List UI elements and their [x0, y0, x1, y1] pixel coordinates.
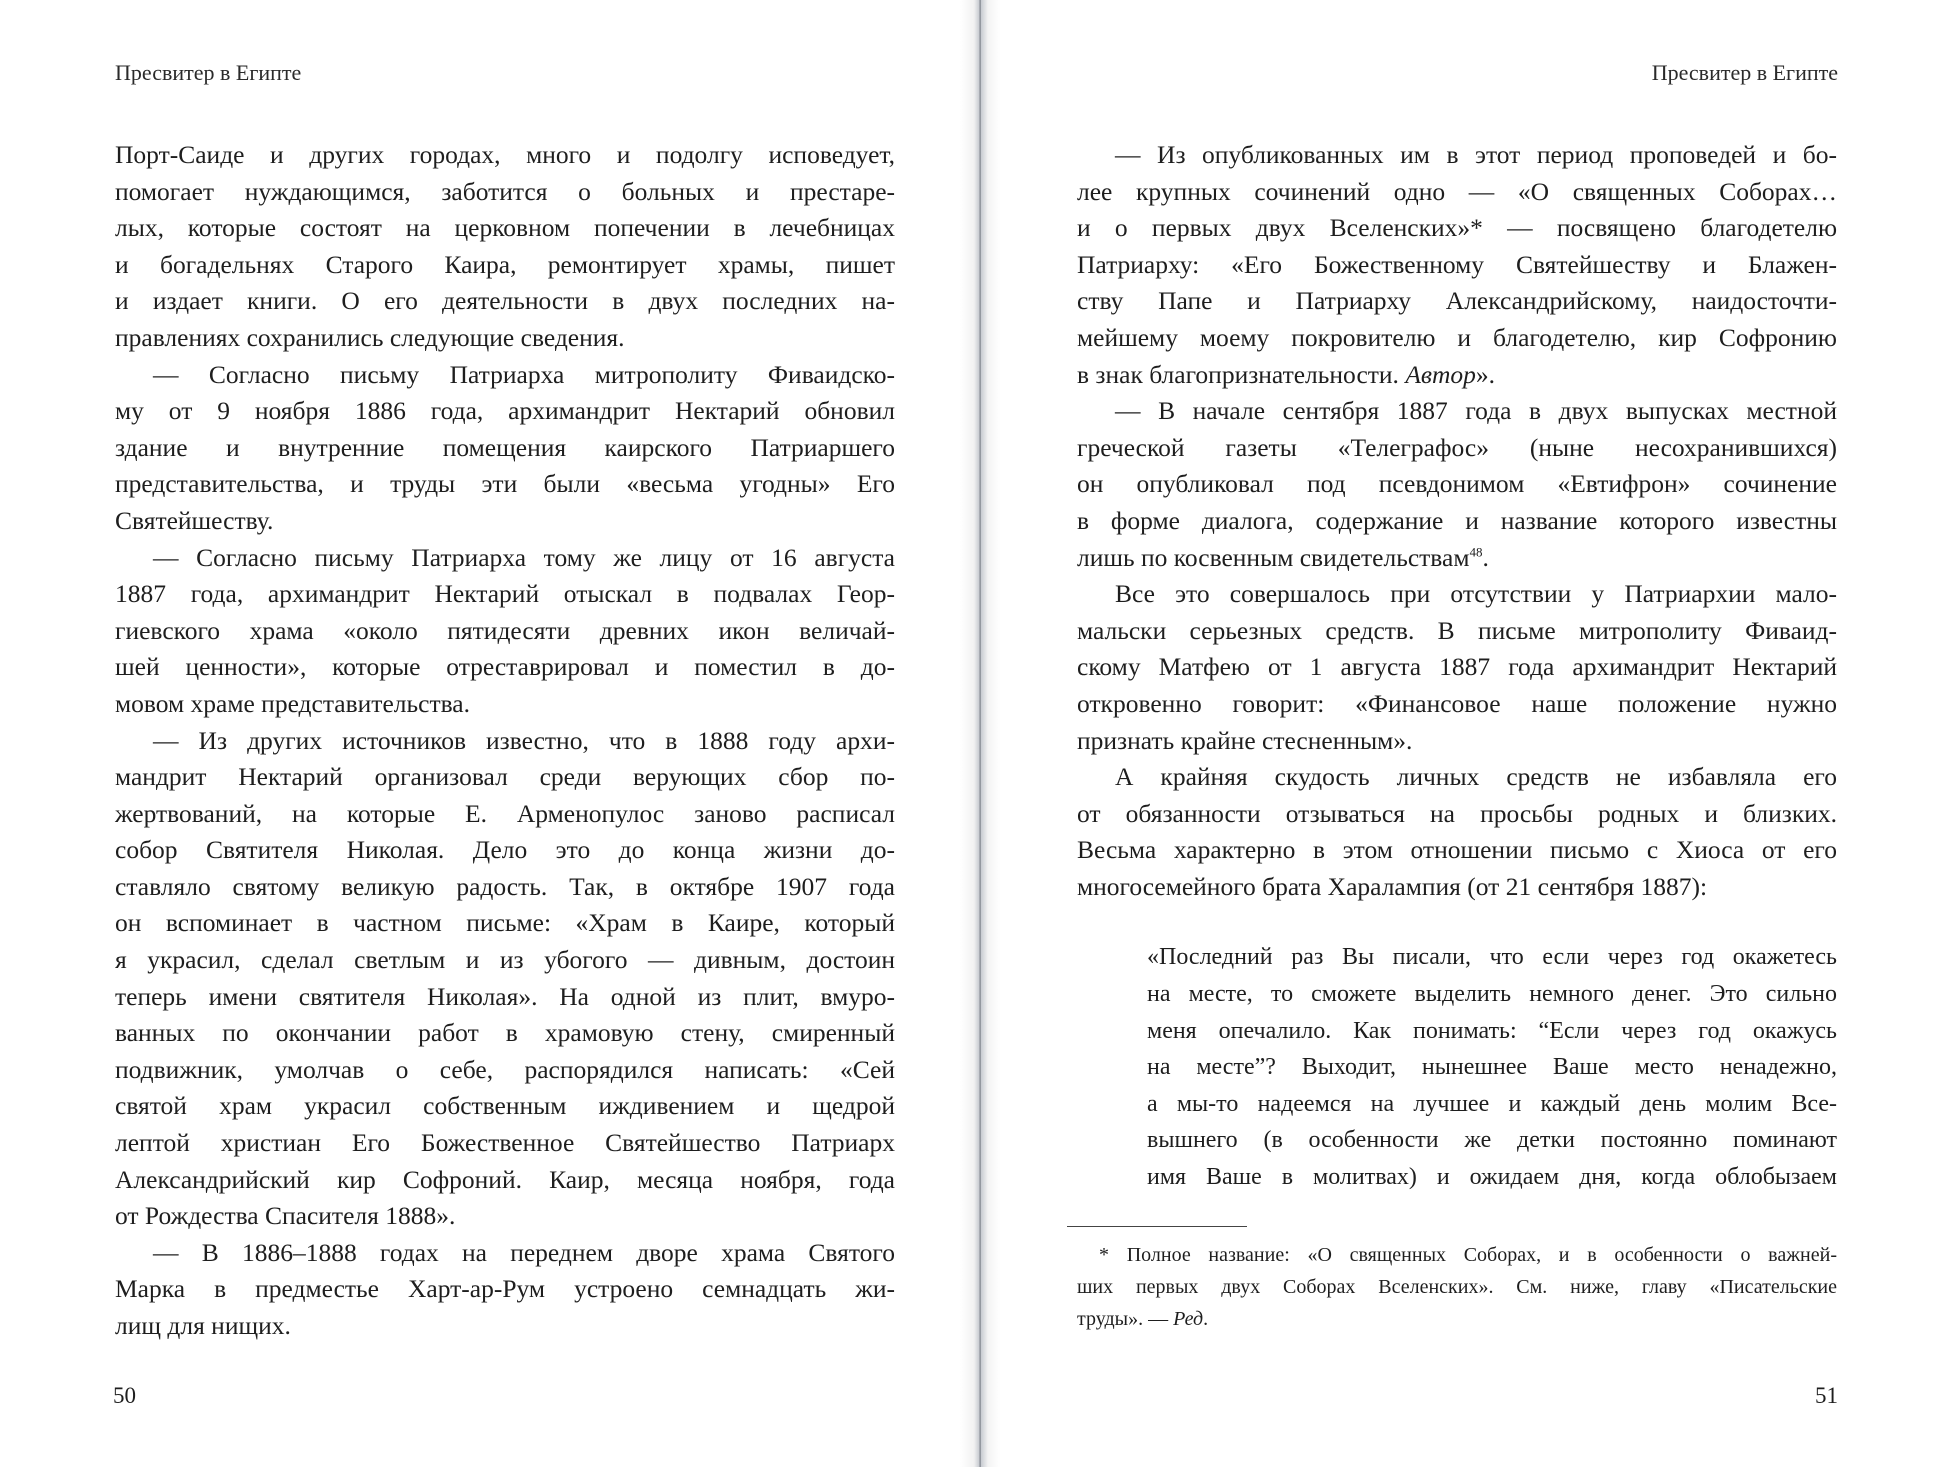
page-number-left: 50: [113, 1383, 136, 1408]
line-text: Александрийский кир Софроний. Каир, месяца ноября, года: [115, 1164, 895, 1194]
text-line: [1077, 430, 1837, 467]
text-line: [115, 247, 895, 284]
line-text: ству Папе и Патриарху Александрийскому, наидосточти-: [1077, 286, 1837, 316]
line-text: он вспоминает в частном письме: «Храм в Каире, который: [115, 908, 895, 938]
line-text: — Из других источников известно, что в 1888 году архи-: [153, 725, 895, 755]
quote-line: «Последний раз Вы писали, что если через год окажетесь: [1147, 944, 1837, 971]
quote-line: на месте, то сможете выделить немного денег. Это сильно: [1147, 981, 1837, 1008]
text-line: [115, 1125, 895, 1162]
line-text: помогает нуждающимся, заботится о больных и престаре-: [115, 176, 895, 206]
line-text: в форме диалога, содержание и название которого известны: [1077, 505, 1837, 535]
line-text: и издает книги. О его деятельности в двух последних на-: [115, 286, 895, 316]
line-text: му от 9 ноября 1886 года, архимандрит Нектарий обновил: [115, 396, 895, 426]
text-line: [115, 1235, 895, 1272]
text-line: [115, 393, 895, 430]
text-line: [115, 1088, 895, 1125]
left-body-text: [115, 137, 895, 1345]
footnote-line: * Полное название: «О священных Соборах, и в особенности о важней-: [1099, 1243, 1837, 1266]
line-text: лых, которые состоят на церковном попечении в лечебницах: [115, 213, 895, 243]
line-text: собор Святителя Николая. Дело это до конца жизни до-: [115, 835, 895, 865]
line-text: представительства, и труды эти были «весьма угодны» Его: [115, 469, 895, 499]
text-line: [1077, 869, 1837, 906]
line-text: здание и внутренние помещения каирского Патриаршего: [115, 432, 895, 462]
footnote-editor-mark: Ред: [1173, 1307, 1204, 1330]
line-text: я украсил, сделал светлым и из убогого — дивным, достоин: [115, 945, 895, 975]
line-text: он опубликовал под псевдонимом «Евтифрон» сочинение: [1077, 469, 1837, 499]
line-text: греческой газеты «Телеграфос» (ныне несохранившихся): [1077, 432, 1837, 462]
text-line: [1077, 357, 1837, 394]
text-line: [1077, 283, 1837, 320]
line-text: скому Матфею от 1 августа 1887 года архимандрит Нектарий: [1077, 652, 1837, 682]
text-line: [115, 979, 895, 1016]
quote-line: на месте”? Выходит, нынешнее Ваше место ненадежно,: [1147, 1054, 1837, 1081]
page-number-right: 51: [1815, 1383, 1838, 1408]
text-line: [115, 283, 895, 320]
line-text: многосемейного брата Харалампия (от 21 сентября 1887):: [1077, 871, 1708, 901]
line-text: мовом храме представительства.: [115, 688, 470, 718]
line-text: лее крупных сочинений одно — «О священных Соборах…: [1077, 176, 1837, 206]
right-body-text: [1077, 137, 1837, 1335]
footnote-divider: [1067, 1226, 1247, 1227]
running-head-left: Пресвитер в Египте: [115, 60, 302, 85]
text-line: [1077, 576, 1837, 613]
footnote-line: [1077, 1303, 1837, 1335]
text-line: [115, 137, 895, 174]
quote-line: а мы-то надеемся на лучшее и каждый день молим Все-: [1147, 1090, 1837, 1117]
text-line: [115, 942, 895, 979]
line-text: Весьма характерно в этом отношении письмо с Хиоса от его: [1077, 835, 1837, 865]
line-text: и о первых двух Вселенских»* — посвящено благодетелю: [1077, 213, 1837, 243]
text-line: [1077, 759, 1837, 796]
line-text: — Согласно письму Патриарха митрополиту Фиваидско-: [153, 359, 895, 389]
line-text: святой храм украсил собственным иждивением и щедрой: [115, 1091, 895, 1121]
text-line: [1077, 393, 1837, 430]
text-line: [115, 905, 895, 942]
book-spine-gutter: [960, 0, 1000, 1467]
text-line: [1077, 210, 1837, 247]
text-line: [115, 1015, 895, 1052]
line-text: от Рождества Спасителя 1888».: [115, 1201, 456, 1231]
text-line: [115, 649, 895, 686]
quote-line: меня опечалило. Как понимать: “Если через год окажусь: [1147, 1017, 1837, 1044]
text-line: [115, 869, 895, 906]
line-text: лищ для нищих.: [115, 1311, 291, 1340]
text-line: [1077, 832, 1837, 869]
footnote-text: труды». —: [1077, 1307, 1169, 1330]
text-line: [115, 1052, 895, 1089]
text-line: [115, 210, 895, 247]
line-text: Патриарху: «Его Божественному Святейшеству и Блажен-: [1077, 249, 1837, 279]
line-text: — В 1886–1888 годах на переднем дворе храма Святого: [153, 1237, 895, 1267]
text-line: [115, 796, 895, 833]
line-text: — Из опубликованных им в этот период проповедей и бо-: [1115, 140, 1837, 169]
footnote-line: ших первых двух Соборах Вселенских». См. ниже, главу «Писательские: [1077, 1275, 1837, 1298]
text-line: [1077, 796, 1837, 833]
line-tail: .: [1482, 542, 1489, 572]
text-line: [1077, 320, 1837, 357]
text-line: [115, 686, 895, 723]
line-text: шей ценности», которые отреставрировал и поместил в до-: [115, 652, 895, 682]
line-text: — В начале сентября 1887 года в двух выпусках местной: [1115, 396, 1837, 426]
line-text: лептой христиан Его Божественное Святейшество Патриарх: [115, 1128, 895, 1158]
text-line: [1077, 466, 1837, 503]
text-line: [115, 466, 895, 503]
line-text: мальски серьезных средств. В письме митрополиту Фиваид-: [1077, 615, 1837, 645]
text-line: [1077, 723, 1837, 760]
line-tail: ».: [1475, 359, 1495, 389]
text-line: [115, 576, 895, 613]
line-text: Все это совершалось при отсутствии у Патриархии мало-: [1115, 579, 1837, 609]
text-line: [1077, 174, 1837, 211]
line-text: жертвований, на которые Е. Арменопулос заново расписал: [115, 798, 895, 828]
line-text: А крайняя скудость личных средств не избавляла его: [1115, 762, 1837, 792]
line-text: ставляло святому великую радость. Так, в октябре 1907 года: [115, 871, 895, 901]
text-line: [1077, 649, 1837, 686]
footnote-period: .: [1203, 1307, 1209, 1330]
line-text: откровенно говорит: «Финансовое наше положение нужно: [1077, 688, 1837, 718]
line-text: Порт-Саиде и других городах, много и подолгу исповедует,: [115, 140, 895, 169]
endnote-reference[interactable]: 48: [1469, 544, 1483, 560]
text-line: [115, 613, 895, 650]
text-line: [115, 759, 895, 796]
text-line: [115, 1271, 895, 1308]
line-text: подвижник, умолчав о себе, распорядился написать: «Сей: [115, 1054, 895, 1084]
running-head-right: Пресвитер в Египте: [1651, 60, 1838, 85]
text-line: [1077, 503, 1837, 540]
line-text: правлениях сохранились следующие сведения.: [115, 322, 625, 352]
text-line: [115, 430, 895, 467]
text-line: [115, 357, 895, 394]
line-text: Святейшеству.: [115, 505, 274, 535]
line-text: ванных по окончании работ в храмовую стену, смиренный: [115, 1018, 895, 1048]
line-text: теперь имени святителя Николая». На одной из плит, вмуро-: [115, 981, 895, 1011]
text-line: [115, 1308, 895, 1345]
text-line: [1077, 540, 1837, 577]
italic-author-mark: Автор: [1405, 359, 1476, 389]
line-text: признать крайне стесненным».: [1077, 725, 1413, 755]
right-page: [975, 0, 1946, 1467]
line-text: гиевского храма «около пятидесяти древних икон величай-: [115, 615, 895, 645]
right-body-paragraphs: [1077, 137, 1837, 905]
line-text: и богадельнях Старого Каира, ремонтирует храмы, пишет: [115, 249, 895, 279]
text-line: [115, 1162, 895, 1199]
text-line: [115, 832, 895, 869]
text-line: [115, 320, 895, 357]
letter-quote-block: [1077, 939, 1837, 1195]
line-text: мандрит Нектарий организовал среди верующих сбор по-: [115, 762, 895, 792]
quote-line: вышнего (в особенности же детки постоянно поминают: [1147, 1127, 1837, 1154]
line-text: 1887 года, архимандрит Нектарий отыскал в подвалах Геор-: [115, 579, 895, 609]
text-line: [1077, 137, 1837, 174]
line-text: лишь по косвенным свидетельствам: [1077, 542, 1470, 572]
line-text: от обязанности отзываться на просьбы родных и близких.: [1077, 798, 1837, 828]
text-line: [115, 723, 895, 760]
line-text: мейшему моему покровителю и благодетелю, кир Софронию: [1077, 322, 1837, 352]
text-line: [115, 174, 895, 211]
line-text: Марка в предместье Харт-ар-Рум устроено семнадцать жи-: [115, 1274, 895, 1304]
quote-line: имя Ваше в молитвах) и ожидаем дня, когда облобызаем: [1147, 1164, 1837, 1191]
line-text: в знак благопризнательности.: [1077, 359, 1399, 389]
text-line: [1077, 686, 1837, 723]
text-line: [1077, 247, 1837, 284]
text-line: [115, 503, 895, 540]
text-line: [115, 540, 895, 577]
text-line: [115, 1198, 895, 1235]
footnote: [1077, 1239, 1837, 1335]
line-text: — Согласно письму Патриарха тому же лицу от 16 августа: [153, 542, 895, 572]
text-line: [1077, 613, 1837, 650]
